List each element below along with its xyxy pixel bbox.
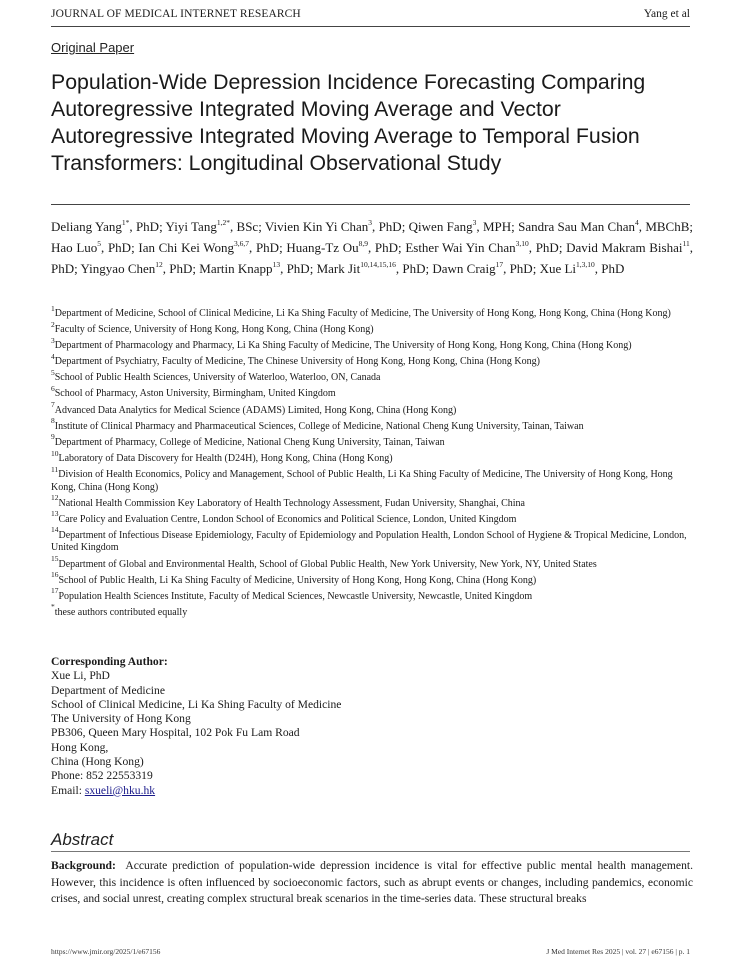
background-text: Accurate prediction of population-wide depression incidence is vital for effective public mental health management. However, this incidence is often influenced by socioeconomic factors, such as abrupt events or changes, including pandemics, economic crises, and social unrest, creating complex structural break scenarios in the time-series data. These structural breaks — [51, 859, 693, 905]
affiliation-number: 4 — [51, 351, 55, 361]
affiliation-number: * — [51, 602, 55, 612]
abstract-rule — [51, 851, 690, 852]
footer-citation: J Med Internet Res 2025 | vol. 27 | e67156 | p. 1 — [546, 947, 690, 956]
header-rule — [51, 26, 690, 27]
author-affiliation-marker: 3,10 — [515, 238, 529, 248]
journal-name: JOURNAL OF MEDICAL INTERNET RESEARCH — [51, 8, 301, 20]
affiliation-number: 9 — [51, 432, 55, 442]
author-entry: Esther Wai Yin Chan — [405, 240, 516, 255]
author-entry: Mark Jit — [316, 261, 361, 276]
affiliation-number: 14 — [51, 525, 59, 535]
address-line: China (Hong Kong) — [51, 755, 144, 769]
author-affiliation-marker: 8,9 — [358, 238, 368, 248]
affiliation-number: 13 — [51, 509, 59, 519]
affiliation-number: 1 — [51, 303, 55, 313]
corresponding-author-label: Corresponding Author: — [51, 655, 168, 668]
author-affiliation-marker: 1,2* — [216, 217, 230, 227]
affiliation-item — [51, 509, 696, 527]
affiliation-text: Department of Pharmacology and Pharmacy, Li Ka Shing Faculty of Medicine, The University of Hong Kong, Hong Kong, China (Hong Kong) — [54, 340, 632, 352]
abstract-heading: Abstract — [51, 830, 114, 849]
author-degree: PhD — [601, 261, 625, 276]
address-line: Hong Kong, — [51, 740, 109, 754]
author-affiliation-marker: 12 — [155, 259, 163, 269]
affiliation-item — [51, 368, 696, 385]
affiliation-item — [51, 319, 696, 337]
author-entry: Xue Li — [539, 261, 577, 276]
author-entry: Hao Luo — [51, 240, 98, 255]
author-degree: PhD — [378, 219, 402, 234]
author-degree: PhD — [286, 261, 310, 276]
author-entry: Ian Chi Kei Wong — [138, 240, 235, 255]
affiliation-text: National Health Commission Key Laboratory of Health Technology Assessment, Fudan University, Shanghai, China — [58, 497, 525, 509]
address-line: Xue Li, PhD — [51, 669, 110, 683]
author-degree: PhD — [402, 261, 426, 276]
abstract-background — [51, 858, 693, 908]
affiliation-item — [51, 554, 696, 572]
author-degree: PhD — [51, 261, 75, 276]
affiliation-item — [51, 351, 696, 369]
affiliation-item — [51, 416, 696, 434]
article-type-link[interactable]: Original Paper — [51, 40, 135, 55]
affiliation-item — [51, 303, 696, 321]
affiliation-text: Department of Global and Environmental Health, School of Global Public Health, New York University, New York, NY, United States — [58, 558, 597, 570]
affiliation-text: Institute of Clinical Pharmacy and Pharmaceutical Sciences, College of Medicine, National Cheng Kung University, Tainan, Taiwan — [54, 420, 584, 432]
author-affiliation-marker: 1,3,10 — [576, 259, 595, 269]
affiliation-number: 7 — [51, 400, 55, 410]
author-degree: MPH — [482, 219, 512, 234]
corresponding-author-address — [51, 669, 551, 783]
affiliation-number: 11 — [51, 464, 59, 474]
author-entry: Yiyi Tang — [165, 219, 217, 234]
address-line: School of Clinical Medicine, Li Ka Shing Faculty of Medicine — [51, 697, 342, 711]
affiliation-text: Department of Pharmacy, College of Medicine, National Cheng Kung University, Tainan, Taiwan — [54, 436, 445, 448]
affiliation-list — [51, 303, 696, 623]
affiliation-text: these authors contributed equally — [54, 606, 188, 618]
article-title: Population-Wide Depression Incidence Forecasting Comparing Autoregressive Integrated Moving Average and Vector Autoregressive Integrated Moving Average to Temporal Fusion Transformers: Longitudinal Observational Study — [51, 70, 646, 175]
affiliation-text: Advanced Data Analytics for Medical Science (ADAMS) Limited, Hong Kong, China (Hong Kong) — [54, 404, 457, 416]
author-affiliation-marker: 4 — [634, 217, 639, 227]
affiliation-item — [51, 493, 696, 511]
author-degree: BSc — [236, 219, 259, 234]
title-rule — [51, 204, 690, 205]
affiliation-text: School of Public Health, Li Ka Shing Faculty of Medicine, University of Hong Kong, Hong Kong, China (Hong Kong) — [58, 574, 537, 586]
email-prefix: Email: — [51, 783, 85, 797]
affiliation-text: Laboratory of Data Discovery for Health (D24H), Hong Kong, China (Hong Kong) — [58, 452, 393, 464]
author-affiliation-marker: 17 — [495, 259, 504, 269]
author-degree: MBChB — [645, 219, 690, 234]
affiliation-text: Department of Infectious Disease Epidemiology, Faculty of Epidemiology and Population Health, London School of Hygiene & Tropical Medicine, London, United Kingdom — [51, 529, 687, 554]
affiliation-number: 5 — [51, 368, 55, 378]
affiliation-number: 12 — [51, 493, 59, 503]
affiliation-number: 6 — [51, 384, 55, 394]
author-affiliation-marker: 5 — [97, 238, 102, 248]
author-entry: Huang-Tz Ou — [286, 240, 359, 255]
affiliation-text: Faculty of Science, University of Hong Kong, Hong Kong, China (Hong Kong) — [54, 324, 374, 336]
affiliation-number: 17 — [51, 586, 59, 596]
background-label: Background: — [51, 859, 116, 872]
corresponding-email-line — [51, 784, 551, 798]
author-affiliation-marker: 13 — [272, 259, 281, 269]
author-entry: Vivien Kin Yi Chan — [264, 219, 369, 234]
author-degree: PhD — [374, 240, 399, 255]
affiliation-number: 8 — [51, 416, 55, 426]
author-entry: Sandra Sau Man Chan — [518, 219, 635, 234]
affiliation-number: 16 — [51, 570, 59, 580]
running-head — [51, 8, 690, 24]
affiliation-text: Care Policy and Evaluation Centre, London School of Economics and Political Science, London, United Kingdom — [58, 513, 517, 525]
author-entry: David Makram Bishai — [566, 240, 683, 255]
corresponding-author-block — [51, 655, 551, 798]
author-degree: PhD — [255, 240, 280, 255]
affiliation-item — [51, 525, 696, 555]
affiliation-item — [51, 448, 696, 466]
author-degree: PhD — [535, 240, 559, 255]
running-authors: Yang et al — [643, 8, 690, 20]
address-line: The University of Hong Kong — [51, 712, 191, 726]
affiliation-text: School of Public Health Sciences, University of Waterloo, Waterloo, ON, Canada — [54, 372, 381, 384]
author-degree: PhD — [509, 261, 533, 276]
author-affiliation-marker: 1* — [121, 217, 130, 227]
affiliation-item — [51, 586, 696, 604]
author-list: Deliang Yang$^{1*}$, PhD; Yiyi Tang$^{1,2*}$, BSc; Vivien Kin Yi Chan$^3$, PhD; Qiwen Fang$^3$, MPH; Sandra Sau Man Chan$^4$, MBChB; Hao Luo$^5$, PhD; Ian Chi Kei Wong$^{3,6,7}$, PhD; Huang-Tz Ou$^{8,9}$, PhD; Esther Wai Yin Chan$^{3,10}$, PhD; David Makram Bishai$^{11}$, PhD; Yingyao Chen$^{12}$, PhD; Martin Knapp$^{13}$, PhD; Mark Jit$^{10,14,15,16}$, PhD; Dawn Craig$^{17}$, PhD; Xue Li$^{1,3,10}$, PhD — [51, 217, 694, 276]
affiliation-number: 3 — [51, 335, 55, 345]
affiliation-number: 15 — [51, 554, 59, 564]
address-line: PB306, Queen Mary Hospital, 102 Pok Fu Lam Road — [51, 726, 300, 740]
affiliation-text: Division of Health Economics, Policy and Management, School of Public Health, Li Ka Shing Faculty of Medicine, The University of Hong Kong, Hong Kong, China (Hong Kong) — [51, 468, 673, 493]
author-degree: PhD — [135, 219, 160, 234]
author-degree: PhD — [169, 261, 193, 276]
affiliation-item — [51, 400, 696, 418]
address-line: Phone: 852 22553319 — [51, 769, 153, 783]
author-affiliation-marker: 10,14,15,16 — [360, 259, 396, 269]
affiliation-number: 10 — [51, 448, 59, 458]
affiliation-item — [51, 432, 696, 450]
affiliation-item — [51, 602, 696, 620]
affiliation-text: Department of Psychiatry, Faculty of Medicine, The Chinese University of Hong Kong, Hong Kong, China (Hong Kong) — [54, 356, 540, 368]
affiliation-text: Department of Medicine, School of Clinical Medicine, Li Ka Shing Faculty of Medicine, The University of Hong Kong, Hong Kong, China (Hong Kong) — [54, 308, 671, 319]
author-degree: PhD — [107, 240, 132, 255]
author-entry: Qiwen Fang — [408, 219, 473, 234]
affiliation-text: Population Health Sciences Institute, Faculty of Medical Sciences, Newcastle University, Newcastle, United Kingdom — [58, 590, 533, 602]
affiliation-item — [51, 570, 696, 588]
affiliation-item — [51, 384, 696, 401]
address-line: Department of Medicine — [51, 683, 165, 697]
author-entry: Yingyao Chen — [80, 261, 156, 276]
author-affiliation-marker: 3 — [368, 217, 372, 227]
author-entry: Deliang Yang — [51, 219, 122, 234]
author-entry: Dawn Craig — [432, 261, 496, 276]
author-affiliation-marker: 3 — [472, 217, 477, 227]
affiliation-item — [51, 335, 696, 353]
affiliation-number: 2 — [51, 319, 55, 329]
affiliation-text: School of Pharmacy, Aston University, Birmingham, United Kingdom — [54, 388, 336, 400]
footer-url[interactable]: https://www.jmir.org/2025/1/e67156 — [51, 947, 161, 956]
email-link[interactable]: sxueli@hku.hk — [84, 783, 156, 797]
affiliation-item — [51, 464, 696, 494]
author-entry: Martin Knapp — [199, 261, 273, 276]
author-affiliation-marker: 3,6,7 — [234, 238, 250, 248]
author-affiliation-marker: 11 — [682, 238, 690, 248]
